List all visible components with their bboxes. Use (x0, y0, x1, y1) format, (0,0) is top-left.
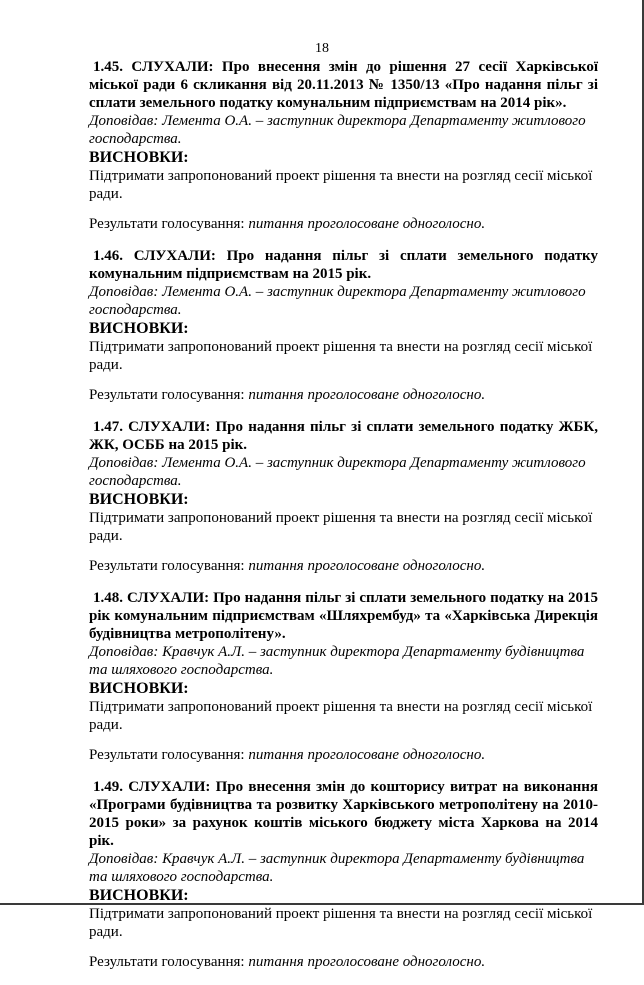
vote-result (89, 386, 598, 404)
vote-label: Результати голосування: (89, 558, 245, 574)
vote-value: питання проголосоване одноголосно. (248, 954, 486, 970)
item-decision: Підтримати запропонований проект рішення та внести на розгляд сесії міської ради. (89, 168, 593, 202)
item-heard: 1.47. СЛУХАЛИ: Про надання пільг зі сплати земельного податку ЖБК, ЖК, ОСББ на 2015 рік. (89, 419, 598, 453)
item-heard: 1.48. СЛУХАЛИ: Про надання пільг зі сплати земельного податку на 2015 рік комунальним підприємствам «Шляхрембуд» та «Харківська Дирекція будівництва метрополітену». (89, 590, 598, 642)
conclusions-label: ВИСНОВКИ: (89, 680, 189, 697)
item-heard: 1.45. СЛУХАЛИ: Про внесення змін до рішення 27 сесії Харківської міської ради 6 скликання від 20.11.2013 № 1350/13 «Про надання пільг зі сплати земельного податку комунальним підприємствам на 2014 рік». (89, 59, 598, 111)
agenda-item-1-46 (89, 247, 598, 404)
conclusions-label: ВИСНОВКИ: (89, 491, 189, 508)
item-decision: Підтримати запропонований проект рішення та внести на розгляд сесії міської ради. (89, 510, 593, 544)
agenda-item-1-47 (89, 418, 598, 575)
item-speaker: Доповідав: Лемента О.А. – заступник директора Департаменту житлового господарства. (89, 284, 586, 318)
vote-label: Результати голосування: (89, 387, 245, 403)
conclusions-label: ВИСНОВКИ: (89, 149, 189, 166)
vote-value: питання проголосоване одноголосно. (248, 558, 486, 574)
vote-label: Результати голосування: (89, 216, 245, 232)
conclusions-label: ВИСНОВКИ: (89, 887, 189, 904)
item-decision: Підтримати запропонований проект рішення та внести на розгляд сесії міської ради. (89, 339, 593, 373)
vote-result (89, 215, 598, 233)
vote-value: питання проголосоване одноголосно. (248, 216, 486, 232)
minutes-content (89, 58, 598, 985)
agenda-item-1-48 (89, 589, 598, 764)
vote-label: Результати голосування: (89, 954, 245, 970)
item-speaker: Доповідав: Лемента О.А. – заступник директора Департаменту житлового господарства. (89, 113, 586, 147)
vote-value: питання проголосоване одноголосно. (248, 747, 486, 763)
page-number: 18 (315, 41, 329, 56)
item-heard: 1.49. СЛУХАЛИ: Про внесення змін до кошторису витрат на виконання «Програми будівництва та розвитку Харківського метрополітену на 2010-2015 роки» за рахунок коштів міського бюджету міста Харкова на 2014 рік. (89, 779, 598, 849)
conclusions-label: ВИСНОВКИ: (89, 320, 189, 337)
agenda-item-1-49 (89, 778, 598, 971)
item-decision: Підтримати запропонований проект рішення та внести на розгляд сесії міської ради. (89, 699, 593, 733)
item-decision: Підтримати запропонований проект рішення та внести на розгляд сесії міської ради. (89, 906, 593, 940)
item-speaker: Доповідав: Кравчук А.Л. – заступник директора Департаменту будівництва та шляхового господарства. (89, 644, 585, 678)
vote-result (89, 746, 598, 764)
item-speaker: Доповідав: Кравчук А.Л. – заступник директора Департаменту будівництва та шляхового господарства. (89, 851, 585, 885)
vote-label: Результати голосування: (89, 747, 245, 763)
vote-result (89, 953, 598, 971)
vote-result (89, 557, 598, 575)
item-speaker: Доповідав: Лемента О.А. – заступник директора Департаменту житлового господарства. (89, 455, 586, 489)
agenda-item-1-45 (89, 58, 598, 233)
item-heard: 1.46. СЛУХАЛИ: Про надання пільг зі сплати земельного податку комунальним підприємствам на 2015 рік. (89, 248, 598, 282)
vote-value: питання проголосоване одноголосно. (248, 387, 486, 403)
